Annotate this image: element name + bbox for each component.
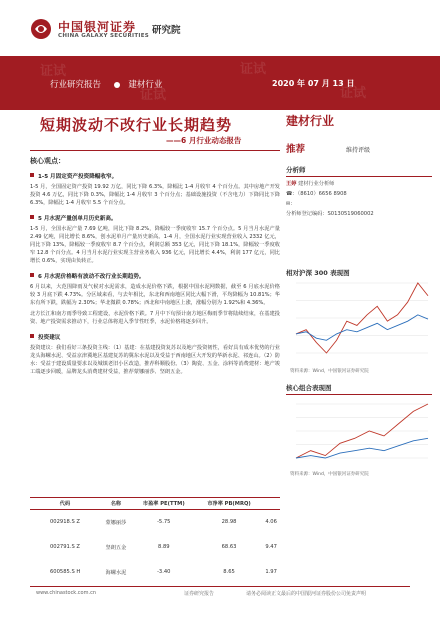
galaxy-logo-icon: [30, 18, 52, 40]
title-divider: [30, 150, 280, 151]
stock-pb: 8.65: [223, 569, 235, 575]
chart1-title: 相对沪深 300 表现图: [286, 269, 350, 277]
analyst-name-line: [286, 180, 432, 187]
table-header-cell: 市净率 PB(MRQ): [196, 498, 262, 510]
section-paragraph: 1-5 月，全国水泥产量 7.69 亿吨，同比下降 8.2%，降幅较一季度收窄 15.7 个百分点。5 月当月水泥产量 2.49 亿吨，同比增长 8.6%，创水泥单月产量历史新高。1-4 月，全国水泥行业实现营业收入 2332 亿元，同比下降 13%，降幅较一季度收窄 8.7 个百分点，利润总额 353 亿元，同比下降 18.1%，降幅较一季度收窄 12.8 个百分点。4 月当月水泥行业实现主营业务收入 936 亿元，同比增长 4.4%，利润 177 亿元，同比增长 0.6%，实现由负转正。: [30, 225, 280, 265]
report-subtitle: ——6 月行业动态报告: [166, 136, 242, 145]
section-heading: 5 月水泥产量创单月历史新高。: [30, 214, 280, 222]
rating-note: 维持评级: [346, 147, 371, 154]
report-type: 行业研究报告: [50, 80, 102, 90]
band-watermark: 证试: [240, 62, 267, 77]
chart2-title: 核心组合表现图: [286, 383, 432, 395]
stock-pe: -3.40: [157, 569, 171, 575]
report-category: [50, 78, 162, 90]
section-paragraph: 1-5 月，全国固定资产投资 19.92 万亿，同比下降 6.3%，降幅比 1-4 月收窄 4 个百分点。其中房地产开发投资 4.6 万亿，同比下降 0.3%，降幅比 1-4 月收窄 3 个百分点；基础设施投资（不含电力）下降同比下降 6.3%，降幅比 1-4 月收窄 5.5 个百分点。: [30, 184, 280, 207]
analyst-desc: 建材行业分析师: [298, 181, 335, 187]
band-watermark: 证试: [40, 64, 67, 79]
section-heading: 6 月水泥价格略有波动不改行业长期趋势。: [30, 272, 280, 280]
band-watermark: 证试: [140, 88, 167, 103]
section-paragraph: 投资建议：我们看好三条投资主线：（1）基建：在基建投资复苏以及地产投资韧性，看好具有成本优势的行业龙头海螺水泥、受益京津冀地区基建复苏的冀东水泥以及受益于西南地区大开发的华新水泥、祁连山。（2）防水：受益于建设质量要求以及城镇老旧小区改造，推荐科顺股份。（3）陶瓷、五金、涂料等消费建材：地产竣工端逐步回暖，品牌龙头消费建材受益，推荐蒙娜丽莎、坚朗五金。: [30, 344, 280, 376]
stock-pe: 8.89: [158, 544, 170, 550]
table-header-cell: [262, 498, 280, 510]
stock-name: 坚朗五金: [105, 544, 127, 551]
footer-divider: [30, 586, 410, 587]
stock-pe: -5.75: [157, 519, 171, 526]
stock-pbm: 9.47: [265, 544, 277, 550]
footer-url: www.chinastock.com.cn: [36, 590, 96, 596]
key-points-heading: 核心观点：: [30, 157, 65, 165]
stock-pbm: 4.06: [265, 519, 277, 526]
section-paragraph: 6 月以来，大范围降雨及气候对水泥需求，造成水泥价格下跌，根据中国水泥网数据，截至 6 月底水泥价格较 3 月底下跌 4.73%。分区域来看，与去年相比，东北和西南地区同比大幅下滑，平均降幅为 10.81%；华东有所下跌，跌幅为 2.30%；华北微跌 0.78%；西北和中南地区上涨，涨幅分别为 1.92%和 4.36%。: [30, 283, 280, 307]
table-row: [30, 560, 280, 585]
table-header-cell: 名称: [100, 498, 132, 510]
analyst-heading: 分析师: [286, 165, 432, 177]
stock-name: 海螺水泥: [105, 569, 127, 576]
analyst-email: ✉：: [286, 201, 296, 207]
table-row: [30, 535, 280, 560]
logo-english-name: CHINA GALAXY SECURITIES: [58, 33, 150, 39]
table-header-cell: 代码: [30, 498, 100, 510]
series-line-1: [296, 438, 428, 458]
analyst-cert: 分析师登记编码：S0130519060002: [286, 211, 374, 217]
series-line-1: [296, 315, 428, 340]
table-header-row: [30, 498, 280, 510]
rating-sector: 建材行业: [286, 114, 335, 128]
band-watermark: 证试: [340, 86, 367, 101]
logo-chinese-name: 中国银河证券: [58, 20, 137, 34]
stock-name: 蒙娜丽莎: [105, 519, 127, 526]
section-paragraph: 北方长江和南方雨季导致工程建设，水泥价格下跌。7 月中下旬预计南方地区梅雨季节将陆续结束，在基建投资、地产投资需求推动下，行业总体将进入季节性旺季，水泥价格将逐步回升。: [30, 311, 280, 326]
valuation-table: [30, 497, 280, 585]
institute-label: 研究院: [152, 25, 181, 36]
report-date: 2020 年 07 月 13 日: [272, 79, 355, 88]
rating-label: 推荐: [286, 144, 306, 155]
stock-code: 002791.S Z: [50, 544, 80, 550]
stock-pb: 68.63: [221, 544, 237, 550]
header-band: [0, 56, 440, 110]
report-body: [30, 156, 280, 496]
stock-code: 600585.S H: [50, 569, 81, 575]
table-header-cell: 市盈率 PE(TTM): [132, 498, 196, 510]
stock-pb: 28.98: [221, 519, 237, 526]
analyst-info: [286, 165, 432, 217]
analyst-phone: ☎：（8610）6656 8908: [286, 191, 347, 197]
relative-performance-chart: [286, 277, 432, 363]
analyst-name: 王婷: [286, 181, 297, 187]
table-row: [30, 510, 280, 535]
chart2-source: 资料来源：Wind，中国银河证券研究院: [290, 472, 369, 477]
rating-box: [286, 112, 432, 155]
portfolio-performance-chart: [286, 398, 432, 468]
section-heading: 1-5 月固定资产投资降幅收窄。: [30, 172, 280, 180]
stock-pbm: 1.97: [265, 569, 277, 575]
report-title: 短期波动不改行业长期趋势: [40, 116, 233, 134]
stock-code: 002918.S Z: [50, 519, 80, 526]
bullet-icon: [114, 82, 120, 88]
footer-doc-type: 证券研究报告: [184, 591, 215, 597]
chart1-source: 资料来源：Wind，中国银河证券研究院: [290, 369, 369, 374]
report-sector: 建材行业: [128, 80, 163, 90]
report-header: [0, 0, 440, 56]
footer-disclaimer: 请务必阅读正文最后的中国银河证券股份公司免责声明: [246, 591, 367, 597]
page-footer: [0, 586, 440, 600]
section-heading: 投资建议: [30, 333, 280, 341]
